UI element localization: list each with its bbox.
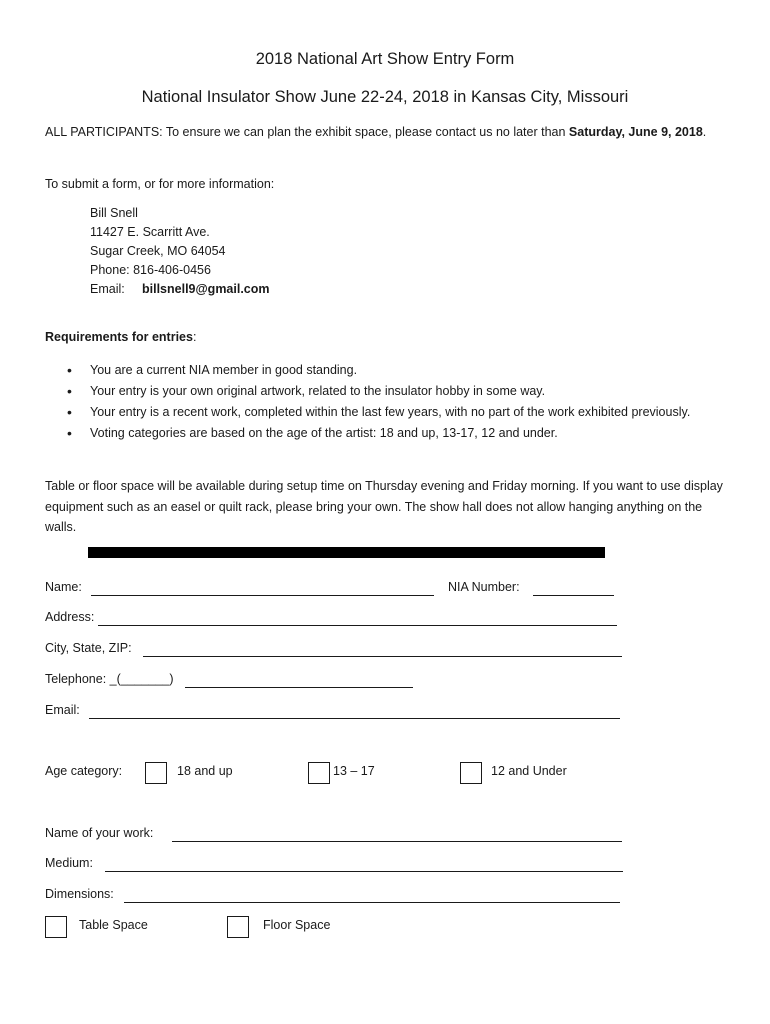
address-field[interactable] [98,611,617,626]
age-18-and-up-label: 18 and up [177,764,233,778]
requirements-heading-text: Requirements for entries [45,330,193,344]
work-name-label: Name of your work: [45,826,154,840]
age-13-17-label: 13 – 17 [333,764,375,778]
telephone-label: Telephone: _(_______) [45,672,174,686]
table-space-label: Table Space [79,918,148,932]
contact-email-row [90,280,270,299]
email-field[interactable] [89,704,620,719]
deadline-text: Saturday, June 9, 2018 [568,125,703,139]
requirements-heading-colon: : [192,330,197,344]
medium-label: Medium: [45,856,93,870]
table-space-checkbox[interactable] [45,916,67,938]
age-18-and-up-checkbox[interactable] [145,762,167,784]
floor-space-checkbox[interactable] [227,916,249,938]
list-item: • You are a current NIA member in good standing. [45,360,715,381]
email-label: Email: [45,703,80,717]
age-13-17-checkbox[interactable] [308,762,330,784]
dimensions-field[interactable] [124,888,620,903]
nia-number-label: NIA Number: [448,580,520,594]
list-item: • Voting categories are based on the age of the artist: 18 and up, 13-17, 12 and under. [45,423,715,444]
intro-text: ALL PARTICIPANTS: To ensure we can plan the exhibit space, please contact us no later than [45,125,569,139]
work-name-field[interactable] [172,827,622,842]
space-note: Table or floor space will be available during setup time on Thursday evening and Friday morning. If you want to use display equipment such as an easel or quilt rack, please bring your own. The show hall does not allow hanging anything on the walls. [45,479,723,534]
list-item: • Your entry is a recent work, completed within the last few years, with no part of the work exhibited previously. [45,402,715,423]
medium-row [45,856,625,876]
floor-space-label: Floor Space [263,918,331,932]
contact-street: 11427 E. Scarritt Ave. [90,225,210,239]
contact-email-label: Email: [90,282,125,296]
dimensions-row [45,887,625,907]
event-subtitle: National Insulator Show June 22-24, 2018 in Kansas City, Missouri [141,88,629,106]
contact-block [90,204,270,299]
age-12-and-under-label: 12 and Under [491,764,567,778]
name-field[interactable] [91,581,434,596]
intro-paragraph [45,122,735,143]
list-item: • Your entry is your own original artwork, related to the insulator hobby in some way. [45,381,715,402]
requirements-heading [45,330,196,344]
contact-phone: Phone: 816-406-0456 [90,263,211,277]
work-name-row [45,826,625,846]
section-divider [88,547,605,558]
telephone-field[interactable] [185,673,413,688]
medium-field[interactable] [105,857,623,872]
name-label: Name: [45,580,82,594]
form-title: 2018 National Art Show Entry Form [255,50,515,68]
email-row [45,703,625,723]
name-row [45,580,625,600]
contact-city: Sugar Creek, MO 64054 [90,244,226,258]
space-type-row [45,916,445,942]
requirements-list [45,360,715,444]
city-state-zip-field[interactable] [143,642,622,657]
contact-name: Bill Snell [90,206,138,220]
city-state-zip-label: City, State, ZIP: [45,641,132,655]
address-row [45,610,625,630]
nia-number-field[interactable] [533,581,614,596]
address-label: Address: [45,610,95,624]
telephone-row [45,672,425,692]
age-category-row [45,764,625,790]
city-state-zip-row [45,641,625,661]
dimensions-label: Dimensions: [45,887,114,901]
submit-instructions: To submit a form, or for more information: [45,177,275,191]
contact-email-link[interactable]: billsnell9@gmail.com [142,282,270,296]
age-category-label: Age category: [45,764,123,778]
intro-end: . [702,125,707,139]
age-12-and-under-checkbox[interactable] [460,762,482,784]
